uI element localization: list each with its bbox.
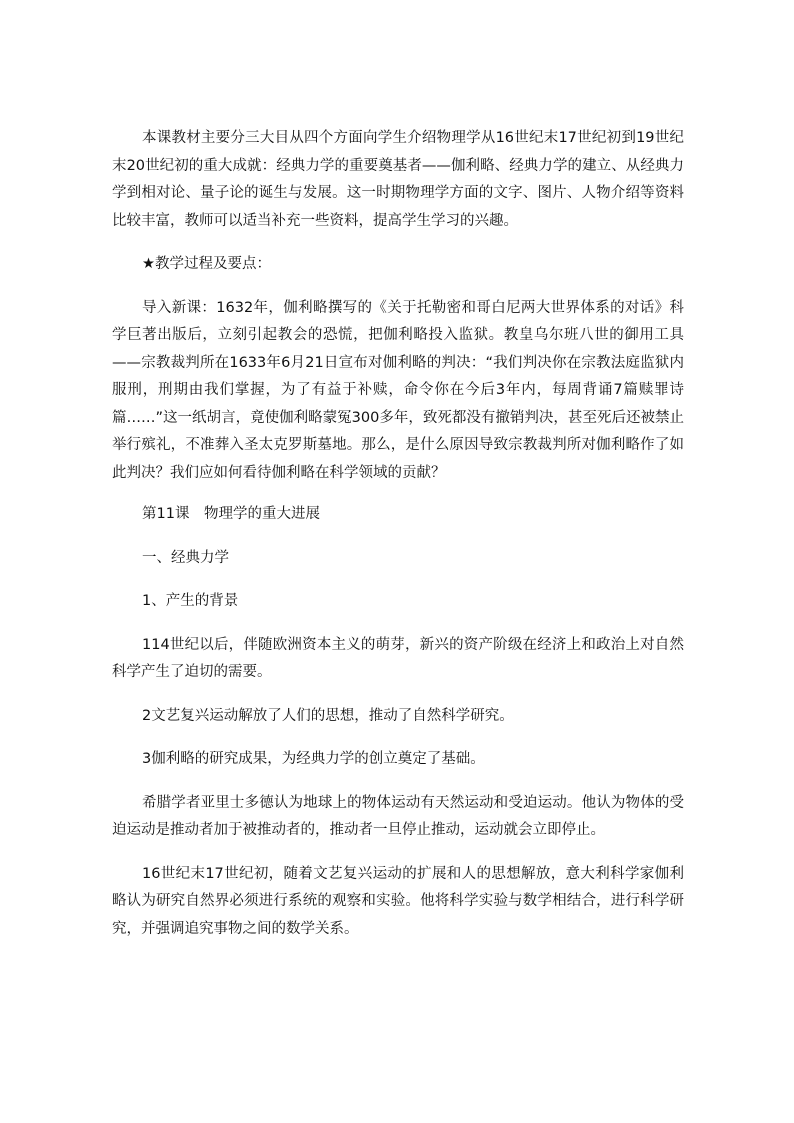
- background-point-3: 3伽利略的研究成果，为经典力学的创立奠定了基础。: [142, 751, 485, 767]
- intro-paragraph: 本课教材主要分三大目从四个方面向学生介绍物理学从16世纪末17世纪初到19世纪末20世纪初的重大成就：经典力学的重要奠基者——伽利略、经典力学的建立、从经典力学到相对论、量子论的诞生与发展。这一时期物理学方面的文字、图片、人物介绍等资料比较丰富，教师可以适当补充一些资料，提高学生学习的兴趣。: [112, 130, 684, 229]
- section-heading-classical-mechanics: 一、经典力学: [142, 549, 229, 566]
- background-point-2: 2文艺复兴运动解放了人们的思想，推动了自然科学研究。: [142, 707, 514, 724]
- background-point-1: 114世纪以后，伴随欧洲资本主义的萌芽，新兴的资产阶级在经济上和政治上对自然科学产生了迫切的需要。: [112, 636, 684, 680]
- teaching-process-heading: ★教学过程及要点：: [142, 256, 271, 272]
- lead-in-paragraph: 导入新课：1632年，伽利略撰写的《关于托勒密和哥白尼两大世界体系的对话》科学巨著出版后，立刻引起教会的恐慌，把伽利略投入监狱。教皇乌尔班八世的御用工具——宗教裁判所在1633年6月21日宣布对伽利略的判决：“我们判决你在宗教法庭监狱内服刑，刑期由我们掌握，为了有益于补赎，命令你在今后3年内，每周背诵7篇赎罪诗篇……”这一纸胡言，竟使伽利略蒙冤300多年，致死都没有撤销判决，甚至死后还被禁止举行殡礼，不准葬入圣太克罗斯墓地。那么，是什么原因导致宗教裁判所对伽利略作了如此判决？我们应如何看待伽利略在科学领域的贡献？: [112, 299, 684, 481]
- galileo-paragraph: 16世纪末17世纪初，随着文艺复兴运动的扩展和人的思想解放，意大利科学家伽利略认为研究自然界必须进行系统的观察和实验。他将科学实验与数学相结合，进行科学研究，并强调追究事物之间的数学关系。: [112, 865, 684, 937]
- subsection-heading-background: 1、产生的背景: [142, 593, 239, 609]
- lesson-title: 第11课 物理学的重大进展: [142, 506, 320, 522]
- document-page: [112, 125, 684, 943]
- aristotle-paragraph: 希腊学者亚里士多德认为地球上的物体运动有天然运动和受迫运动。他认为物体的受迫运动是推动者加于被推动者的，推动者一旦停止推动，运动就会立即停止。: [112, 794, 684, 838]
